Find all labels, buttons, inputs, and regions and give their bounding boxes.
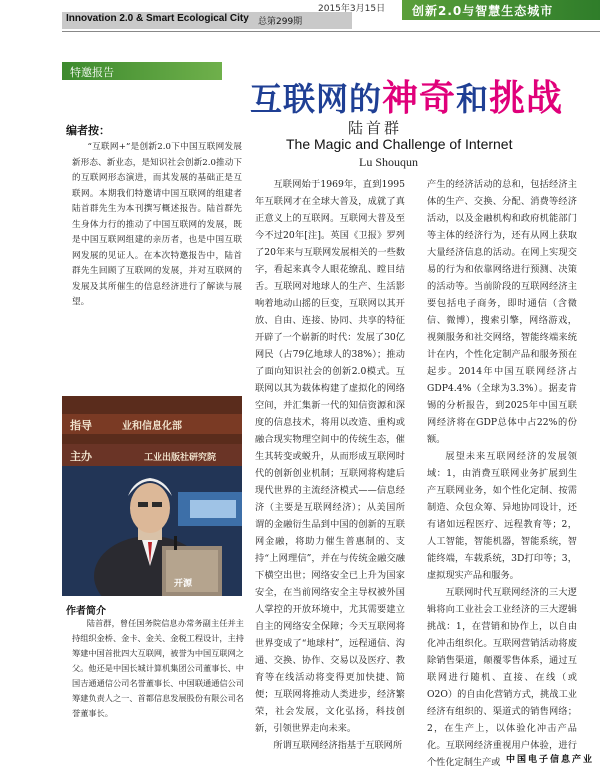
body-paragraph: 互联网始于1969年，直到1995年互联网才在全球大普及，成就了真正意义上的互联网。互联网大普及至今不过20年[注]。英国《卫报》罗列了20年来与互联网发展相关的一些数字，看起来真令人眼花缭乱、瞠目结舌。互联网对地球人的生产、生活影响着地动山摇的巨变，互联网以其开放、自由、连接、协同、共享的特征开辟了一个崭新的时代：发展了30亿网民（占79亿地球人的38%）；推动了面向知识社会的创新2.0模式。互联网以其为载体构建了虚拟化的网络空间，并汇集新一代的知信资源和深度的信息技术，将用以改造、重构或融合现实物理空间中的传统生态，催生其转变或蜕升，从而形成互联网时代的创新创业机制；互联网将构建后现代世界的主流经济模式——信息经济（主要是互联网经济）；从美国所谓的金融衍生品到中国的创新的互联网金融，将助力催生普惠制的、支持“上网理信”，并在与传统金融交融下横空出世；网络安全已上升为国家安全，在当前网络安全主导权被外国人掌控的开放环境中，尤其需要建立自主的网络安全保障；今天互联网将世界变成了“地球村”，远程通信、沟通、交换、协作、交易以及医疗、教育等在线活动将变得更加快捷、简便；互联网将推动人类进步，经济繁荣，社会发展，文化弘扬，科技创新，引领世界走向未来。 [255, 179, 405, 734]
bio-heading: 作者简介 [66, 606, 106, 617]
page-footer: 中国电子信息产业 [505, 755, 594, 765]
bio-text: 陆首群，曾任国务院信息办常务副主任并主持组织金桥、金卡、金关、金税工程设计，主持筹建中国首批四大互联网，被誉为中国互联网之父。他还是中国长城计算机集团公司董事长、中国吉通通信公司名誉董事长、中国联通通信公司筹建负责人之一、首都信息发展股份有限公司名誉董事长。 [72, 618, 244, 718]
header-rule [62, 31, 600, 32]
title-part-4: 挑战 [489, 78, 564, 119]
body-paragraph: 互联网时代互联网经济的三大逻辑将向工业社会工业经济的三大逻辑挑战：1，在营销和协作上，以自由化冲击组织化。互联网营销活动将废除销售渠道，颠覆零售体系，通过互联网进行随机、直接、在线（或O2O）的自由化营销方式，挑战工业经济有组织的、渠道式的销售网络；2，在生产上，以体验化冲击产品化。互联网经济重视用户体验，进行个性化定制生产或 [427, 587, 577, 768]
photo-banner-line2b: 工业出版社研究院 [144, 453, 217, 463]
title-part-3: 和 [456, 80, 490, 118]
author-name-cn: 陆首群 [348, 119, 403, 137]
body-column-1 [255, 176, 405, 768]
article-title-en: The Magic and Challenge of Internet [286, 136, 513, 152]
body-paragraph: 产生的经济活动的总和，包括经济主体的生产、交换、分配、消费等经济活动，以及金融机构和政府机能部门等主体的经济行为，还有从网上获取大量经济信息的活动。在网上实现交易的行为和依靠网络进行预测、决策的活动等。当前阶段的互联网经济主要包括电子商务，即时通信（含微信、微博），搜索引擎，网络游戏，视频服务和社交网络，智能终端来统计在内，个性化定制产品和服务预在起步。2014年中国互联网经济占GDP4.4%（全球为3.3%）。据麦肯锡的分析报告，到2025年中国互联网经济将在GDP总体中占22%的份额。 [427, 179, 577, 445]
title-part-2: 神奇 [382, 78, 457, 119]
author-photo [62, 396, 242, 596]
body-paragraph: 展望未来互联网经济的发展领域：1，由消费互联网业务扩展到生产互联网业务，如个性化定制、按需制造、众包众筹、异地协同设计，还有诸如远程医疗、远程教育等；2，人工智能，智能机器，智能系统，智能终端，车载系统，3D打印等；3，虚拟现实产品和服务。 [427, 451, 577, 581]
column-banner [402, 0, 600, 20]
article-title [250, 70, 563, 121]
title-part-1: 互联网的 [250, 80, 383, 118]
section-label: 特邀报告 [70, 66, 114, 79]
issue-date: 2015年3月15日 [318, 4, 386, 14]
body-paragraph: 所谓互联网经济指基于互联网所 [273, 740, 403, 751]
editor-note-text: “互联网+”是创新2.0下中国互联网发展新形态、新业态，是知识社会创新2.0推动下的互联网形态演进，而其发展的基础正是互联网。本期我们特邀请中国互联网的组建者陆首群先生为本刊撰写概述报告。陆首群先生身体力行的推动了中国互联网的发展，既是中国互联网组建的亲历者，也是中国互联网发展的见证人。在本次特邀报告中，陆首群先生回顾了互联网的发展，并对互联网的发展及其所催生的信息经济进行了解读与展望。 [72, 142, 242, 307]
photo-podium-text: 开源 [174, 579, 193, 589]
editor-note-heading: 编者按： [66, 124, 110, 137]
column-name: 创新2.0与智慧生态城市 [412, 4, 554, 18]
page-header [0, 0, 600, 32]
body-column-2 [427, 176, 577, 768]
photo-banner-line2: 主办 [70, 450, 92, 463]
author-name-en: Lu Shouqun [359, 155, 419, 169]
author-photo-illustration [62, 396, 242, 596]
magazine-title: Innovation 2.0 & Smart Ecological City [66, 13, 249, 24]
section-label-bar [62, 62, 222, 80]
photo-banner-left: 指导 [70, 419, 92, 432]
photo-banner-right: 业和信息化部 [122, 421, 182, 432]
issue-number: 总第299期 [258, 17, 303, 27]
